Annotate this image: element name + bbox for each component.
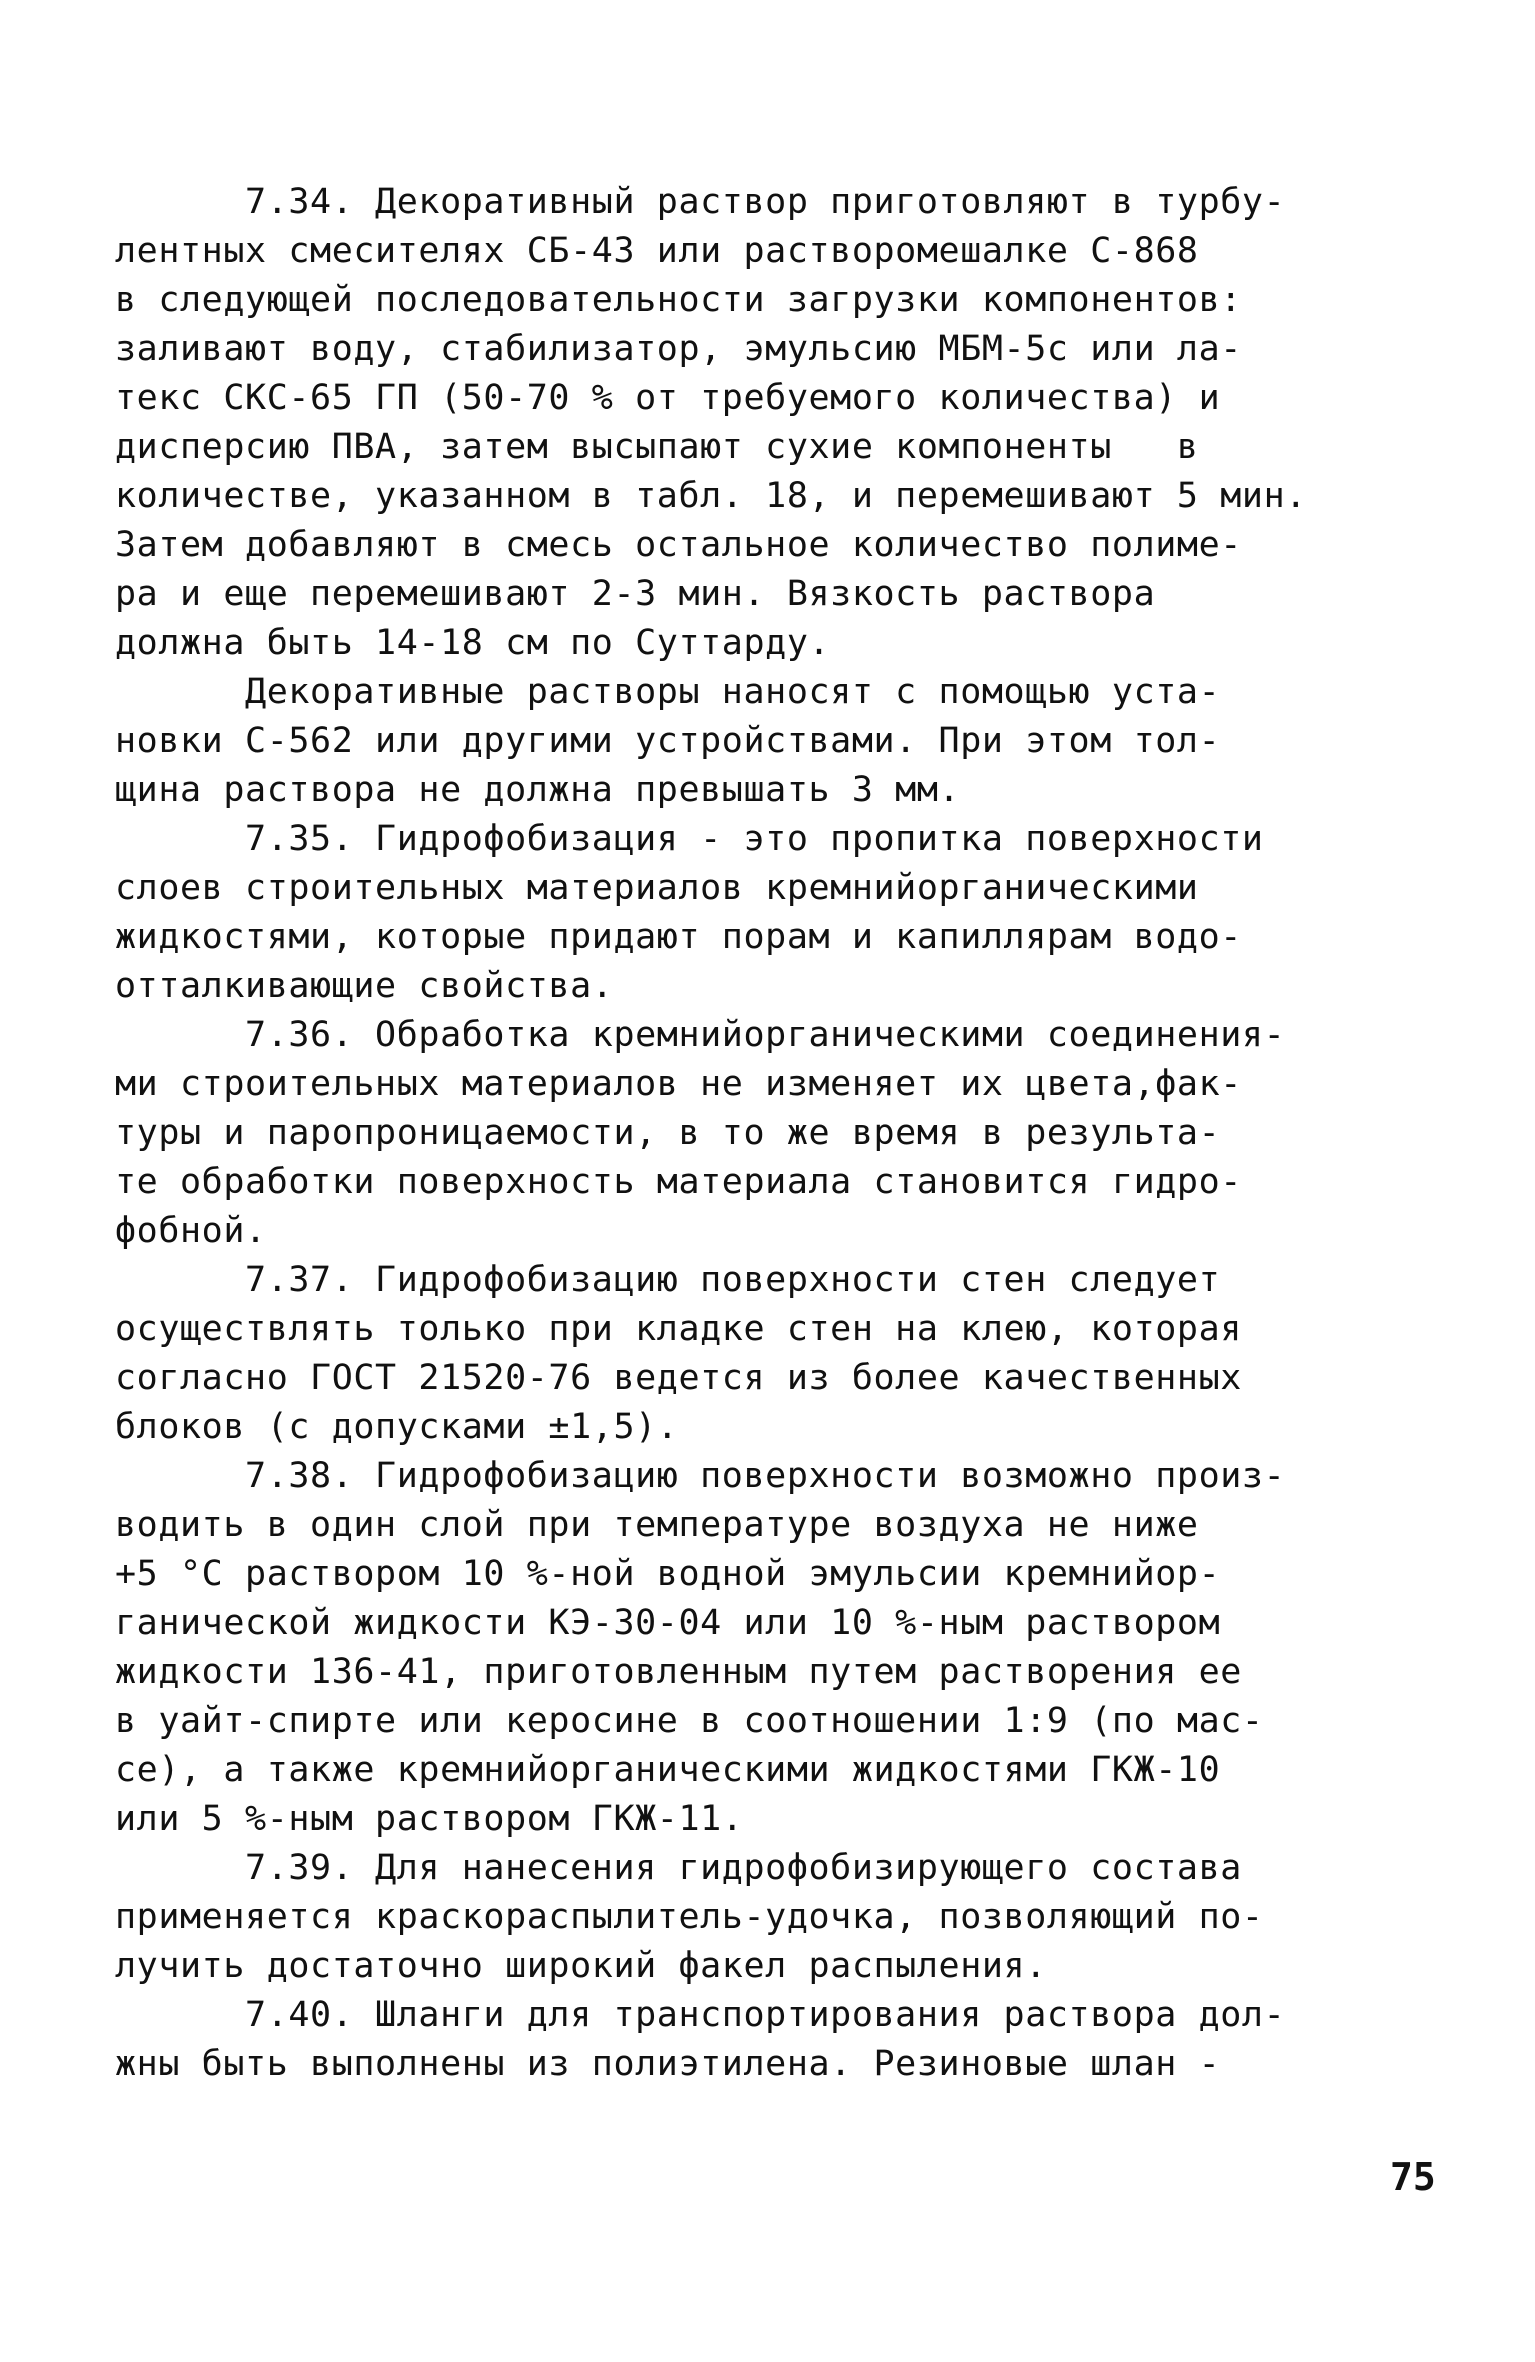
text-line: отталкивающие свойства.: [115, 966, 614, 1006]
text-line: +5 °С раствором 10 %-ной водной эмульсии кремнийор-: [115, 1554, 1221, 1594]
text-line: новки С-562 или другими устройствами. При этом тол-: [115, 721, 1221, 761]
text-line: ганической жидкости КЭ-30-04 или 10 %-ным раствором: [115, 1603, 1221, 1643]
text-line: водить в один слой при температуре воздуха не ниже: [115, 1505, 1199, 1545]
body-text: [115, 178, 1425, 2089]
text-line: лентных смесителях СБ-43 или растворомешалке С-868: [115, 231, 1199, 271]
text-line: жны быть выполнены из полиэтилена. Резиновые шлан -: [115, 2044, 1221, 2084]
text-line: количестве, указанном в табл. 18, и перемешивают 5 мин.: [115, 476, 1307, 516]
text-line: в следующей последовательности загрузки компонентов:: [115, 280, 1242, 320]
text-line: Затем добавляют в смесь остальное количество полиме-: [115, 525, 1242, 565]
text-line: 7.40. Шланги для транспортирования раствора дол-: [115, 1995, 1286, 2035]
text-line: 7.35. Гидрофобизация - это пропитка поверхности: [115, 819, 1264, 859]
text-line: жидкости 136-41, приготовленным путем растворения ее: [115, 1652, 1242, 1692]
text-line: согласно ГОСТ 21520-76 ведется из более качественных: [115, 1358, 1242, 1398]
text-line: лучить достаточно широкий факел распыления.: [115, 1946, 1047, 1986]
text-line: ра и еще перемешивают 2-3 мин. Вязкость раствора: [115, 574, 1156, 614]
text-line: должна быть 14-18 см по Суттарду.: [115, 623, 831, 663]
text-line: се), а также кремнийорганическими жидкостями ГКЖ-10: [115, 1750, 1221, 1790]
text-line: или 5 %-ным раствором ГКЖ-11.: [115, 1799, 744, 1839]
text-line: ми строительных материалов не изменяет их цвета,фак-: [115, 1064, 1242, 1104]
text-line: в уайт-спирте или керосине в соотношении 1:9 (по мас-: [115, 1701, 1264, 1741]
text-line: те обработки поверхность материала становится гидро-: [115, 1162, 1242, 1202]
text-line: фобной.: [115, 1211, 267, 1251]
text-line: заливают воду, стабилизатор, эмульсию МБМ-5с или ла-: [115, 329, 1242, 369]
text-line: 7.37. Гидрофобизацию поверхности стен следует: [115, 1260, 1221, 1300]
text-line: текс СКС-65 ГП (50-70 % от требуемого количества) и: [115, 378, 1221, 418]
text-line: 7.34. Декоративный раствор приготовляют в турбу-: [115, 182, 1286, 222]
text-line: 7.39. Для нанесения гидрофобизирующего состава: [115, 1848, 1242, 1888]
text-line: жидкостями, которые придают порам и капиллярам водо-: [115, 917, 1242, 957]
text-line: применяется краскораспылитель-удочка, позволяющий по-: [115, 1897, 1264, 1937]
text-line: 7.38. Гидрофобизацию поверхности возможно произ-: [115, 1456, 1286, 1496]
text-line: дисперсию ПВА, затем высыпают сухие компоненты в: [115, 427, 1199, 467]
text-line: осуществлять только при кладке стен на клею, которая: [115, 1309, 1242, 1349]
text-line: Декоративные растворы наносят с помощью уста-: [115, 672, 1221, 712]
text-line: слоев строительных материалов кремнийорганическими: [115, 868, 1199, 908]
text-line: 7.36. Обработка кремнийорганическими соединения-: [115, 1015, 1286, 1055]
text-line: блоков (с допусками ±1,5).: [115, 1407, 679, 1447]
text-line: щина раствора не должна превышать 3 мм.: [115, 770, 961, 810]
text-line: туры и паропроницаемости, в то же время в результа-: [115, 1113, 1221, 1153]
page-number: 75: [1390, 2155, 1436, 2199]
